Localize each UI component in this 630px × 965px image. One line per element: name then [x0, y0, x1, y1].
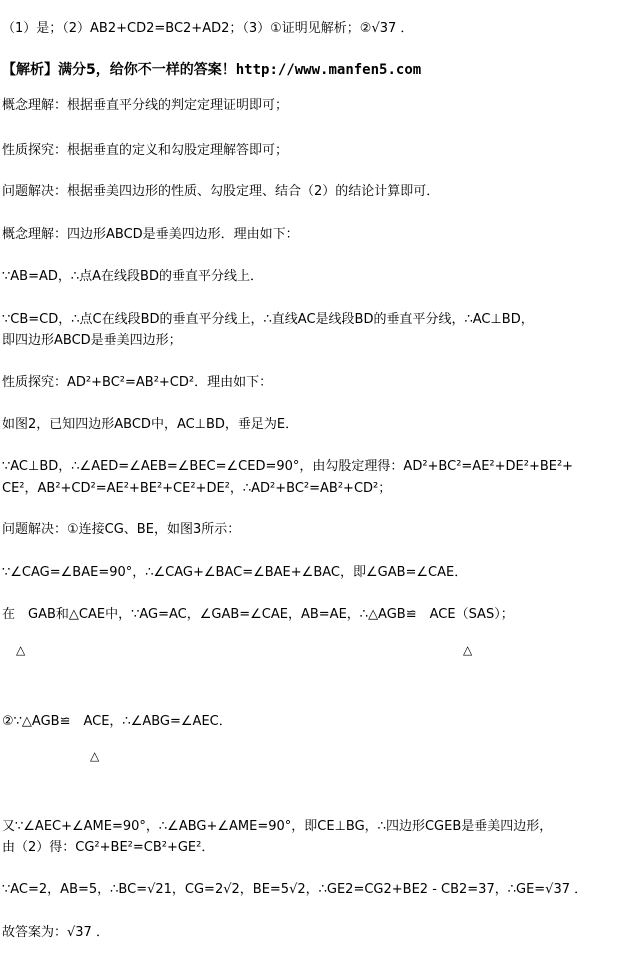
property-setup: 如图2，已知四边形ABCD中，AC⊥BD，垂足为E．	[2, 417, 299, 432]
problem-congruence: 在 GAB和△CAE中，∵AG=AC，∠GAB=∠CAE，AB=AE，∴△AGB≌ ACE（SAS）；	[2, 607, 514, 622]
problem-perpendicular: 又∵∠AEC+∠AME=90°，∴∠ABG+∠AME=90°，即CE⊥BG，∴四边形CGEB是垂美四边形，	[2, 819, 553, 834]
analysis-problem: 问题解决：根据垂美四边形的性质、勾股定理、结合（2）的结论计算即可．	[2, 184, 440, 199]
problem-angle-step: ∵∠CAG=∠BAE=90°，∴∠CAG+∠BAC=∠BAE+∠BAC，即∠GAB=∠CAE．	[2, 565, 468, 580]
concept-conclusion: 即四边形ABCD是垂美四边形；	[2, 333, 182, 348]
problem-part-2: ②∵△AGB≌ ACE，∴∠ABG=∠AEC．	[2, 714, 232, 729]
property-statement: 性质探究：AD²+BC²=AB²+CD²．理由如下：	[2, 375, 273, 390]
problem-relation: 由（2）得：CG²+BE²=CB²+GE²．	[2, 840, 215, 855]
banner-text: 【解析】满分5，给你不一样的答案！	[2, 62, 236, 78]
concept-step-2: ∵CB=CD，∴点C在线段BD的垂直平分线上，∴直线AC是线段BD的垂直平分线，∴AC⊥BD，	[2, 312, 534, 327]
property-proof-1: ∵AC⊥BD，∴∠AED=∠AEB=∠BEC=∠CED=90°，由勾股定理得：AD²+BC²=AE²+DE²+BE²+	[2, 459, 574, 474]
problem-calculation: ∵AC=2，AB=5，∴BC=√21，CG=2√2，BE=5√2，∴GE2=CG2+BE2 - CB2=37，∴GE=√37 ．	[2, 882, 588, 897]
triangle-symbol: △	[16, 643, 26, 657]
triangle-symbol: △	[463, 643, 473, 657]
triangle-symbol: △	[90, 749, 100, 763]
source-banner	[2, 61, 626, 79]
problem-part-1: 问题解决：①连接CG、BE，如图3所示：	[2, 522, 241, 537]
analysis-concept: 概念理解：根据垂直平分线的判定定理证明即可；	[2, 98, 289, 113]
banner-url: http://www.manfen5.com	[235, 62, 422, 78]
concept-statement: 概念理解：四边形ABCD是垂美四边形．理由如下：	[2, 227, 299, 242]
concept-step-1: ∵AB=AD，∴点A在线段BD的垂直平分线上．	[2, 269, 263, 284]
answer-summary: （1）是；（2）AB2+CD2=BC2+AD2；（3）①证明见解析；②√37 ．	[2, 21, 414, 36]
final-answer: 故答案为：√37 ．	[2, 925, 109, 940]
property-proof-2: CE²，AB²+CD²=AE²+BE²+CE²+DE²，∴AD²+BC²=AB²+CD²；	[2, 481, 392, 496]
analysis-property: 性质探究：根据垂直的定义和勾股定理解答即可；	[2, 143, 289, 158]
